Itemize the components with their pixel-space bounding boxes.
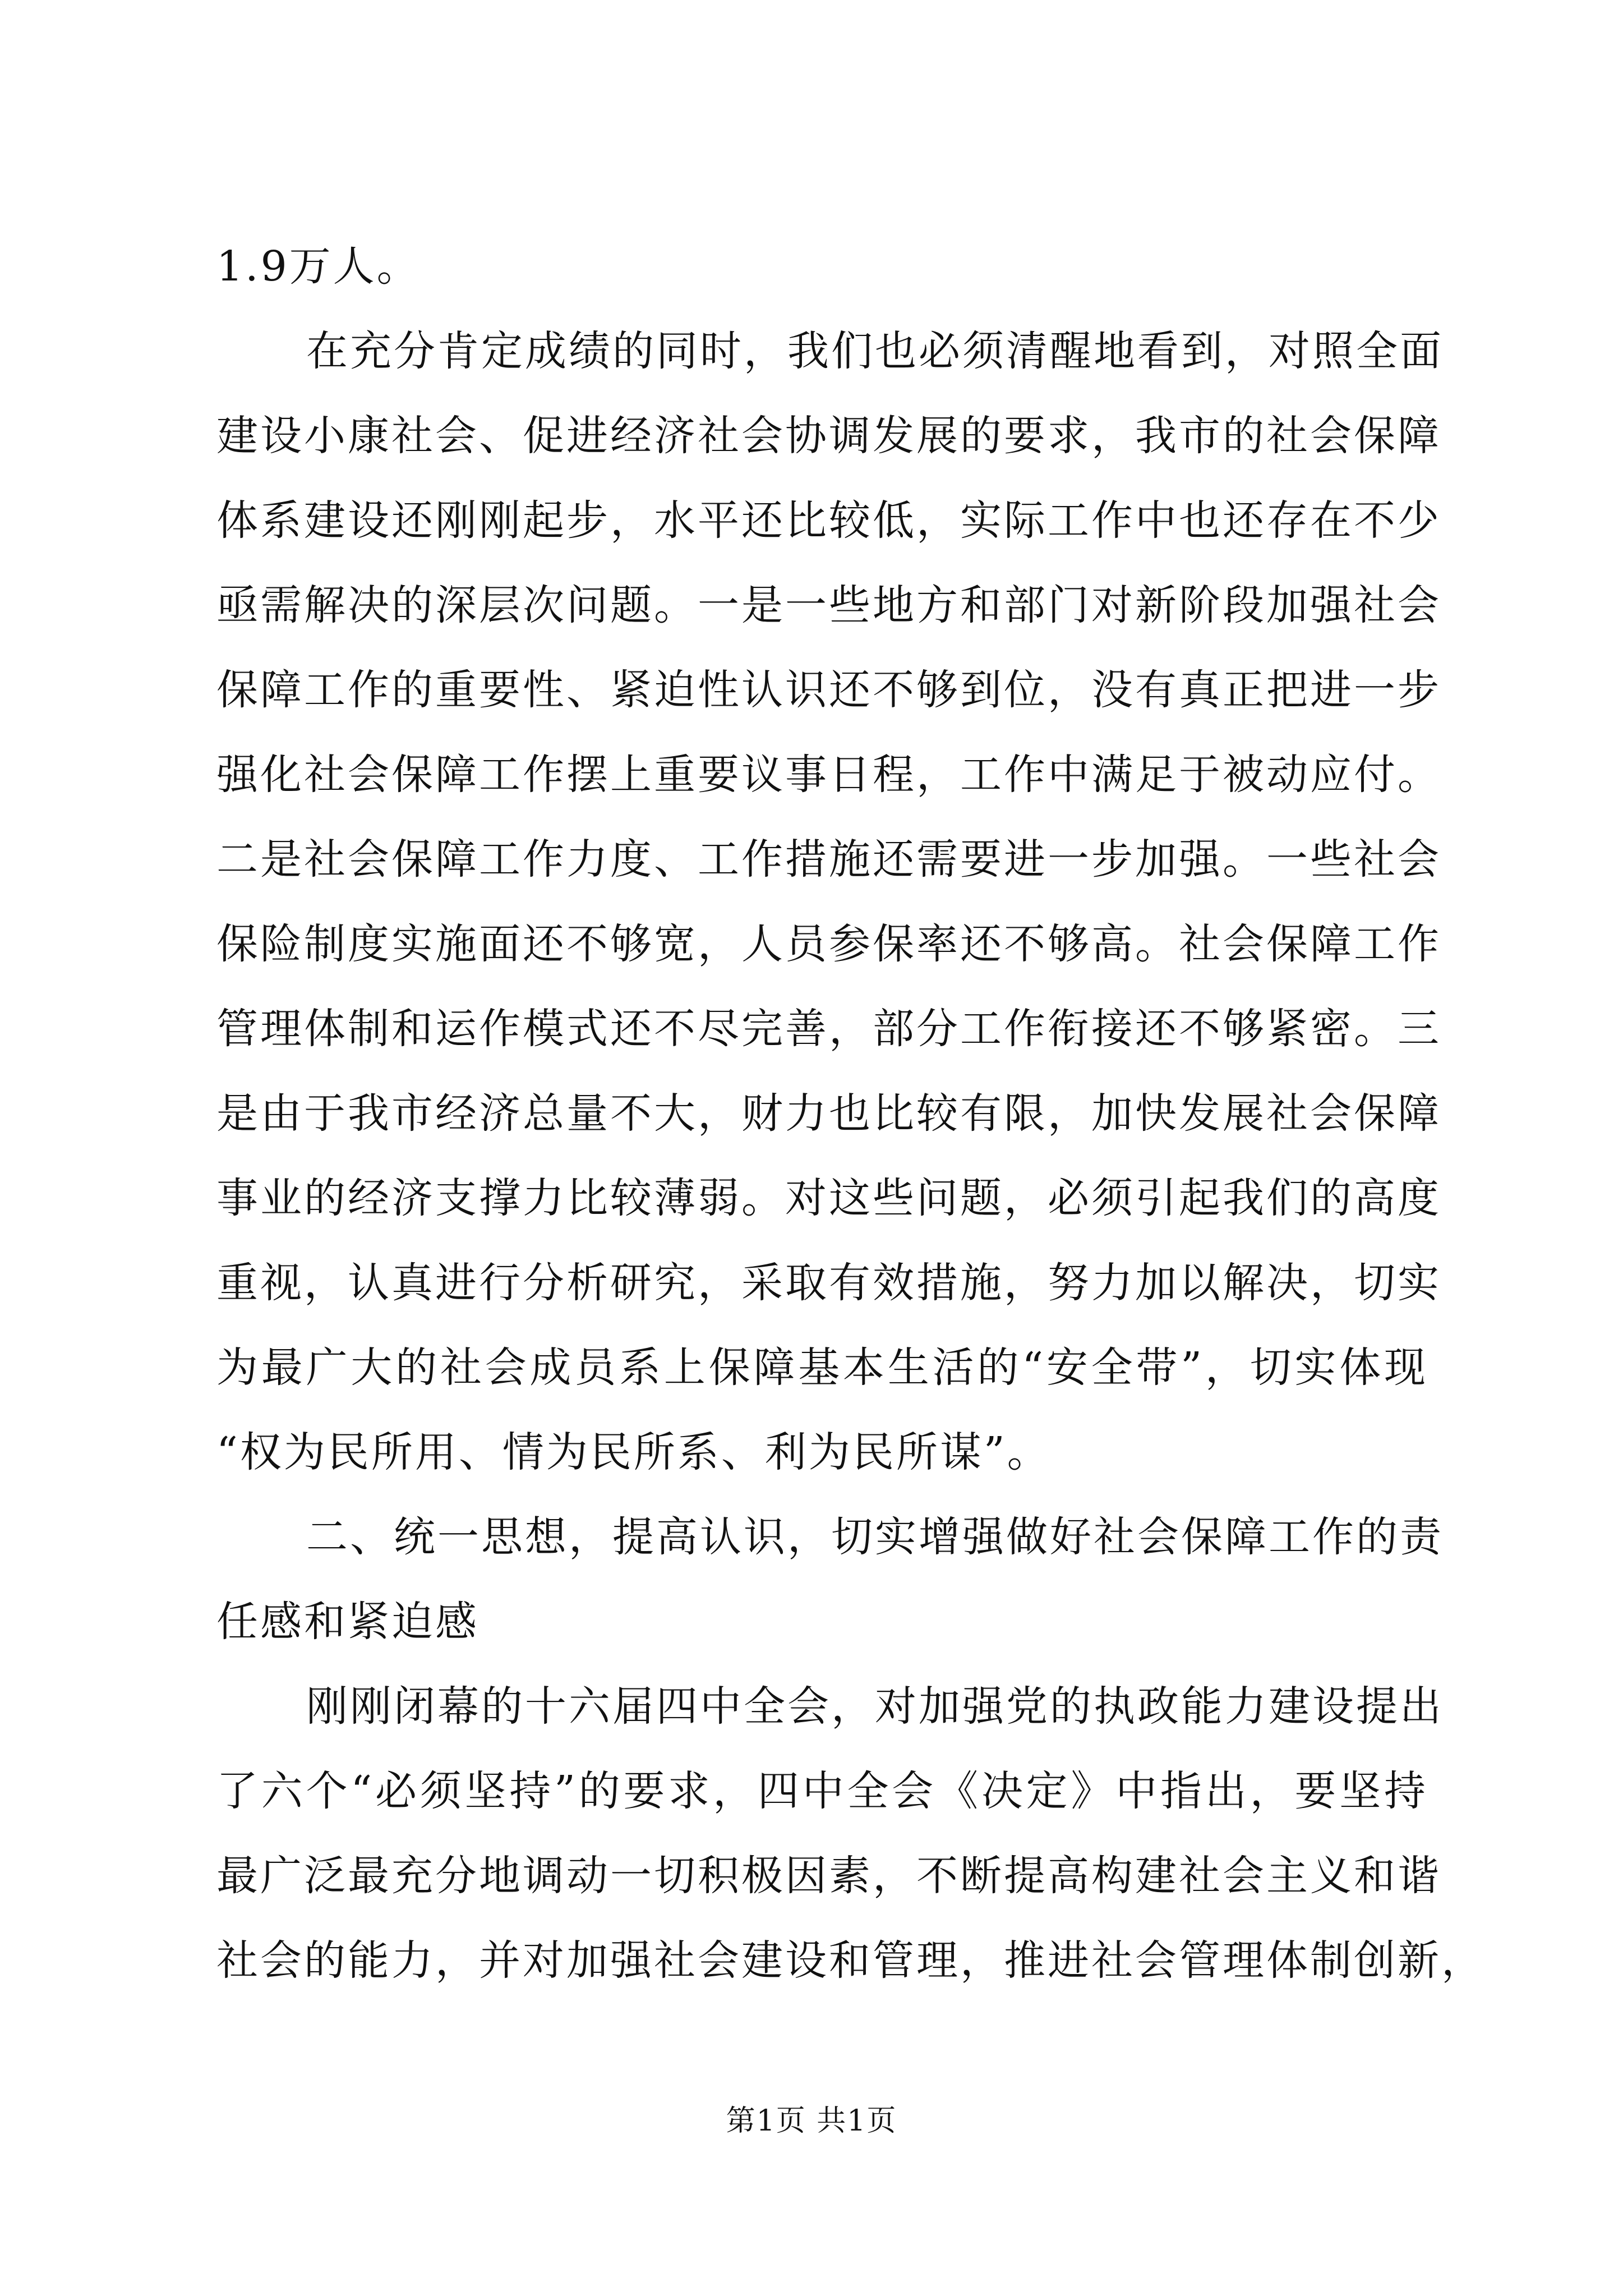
text-line: 在充分肯定成绩的同时，我们也必须清醒地看到，对照全面 <box>306 327 1444 375</box>
text-line: “权为民所用、情为民所系、利为民所谋”。 <box>216 1428 1051 1476</box>
text-line: 二、统一思想，提高认识，切实增强做好社会保障工作的责 <box>306 1513 1444 1561</box>
text-line: 体系建设还刚刚起步，水平还比较低，实际工作中也还存在不少 <box>216 496 1441 545</box>
text-line: 建设小康社会、促进经济社会协调发展的要求，我市的社会保障 <box>216 412 1441 460</box>
page-footer: 第1页 共1页 <box>726 2104 897 2138</box>
text-line: 任感和紧迫感 <box>216 1598 479 1646</box>
text-line: 为最广大的社会成员系上保障基本生活的“安全带”，切实体现 <box>216 1343 1428 1392</box>
text-line: 最广泛最充分地调动一切积极因素，不断提高构建社会主义和谐 <box>216 1852 1441 1900</box>
text-line: 1.9万人。 <box>216 242 421 291</box>
text-line: 亟需解决的深层次问题。一是一些地方和部门对新阶段加强社会 <box>216 581 1441 629</box>
text-line: 强化社会保障工作摆上重要议事日程，工作中满足于被动应付。 <box>216 751 1441 799</box>
text-line: 刚刚闭幕的十六届四中全会，对加强党的执政能力建设提出 <box>306 1682 1444 1731</box>
text-line: 是由于我市经济总量不大，财力也比较有限，加快发展社会保障 <box>216 1089 1441 1138</box>
text-line: 了六个“必须坚持”的要求，四中全会《决定》中指出，要坚持 <box>216 1767 1428 1815</box>
text-line: 保险制度实施面还不够宽，人员参保率还不够高。社会保障工作 <box>216 920 1441 968</box>
text-line: 保障工作的重要性、紧迫性认识还不够到位，没有真正把进一步 <box>216 666 1441 714</box>
text-line: 重视，认真进行分析研究，采取有效措施，努力加以解决，切实 <box>216 1259 1441 1307</box>
text-line: 二是社会保障工作力度、工作措施还需要进一步加强。一些社会 <box>216 835 1441 884</box>
text-line: 社会的能力，并对加强社会建设和管理，推进社会管理体制创新， <box>216 1936 1485 1985</box>
body-text <box>216 224 1485 2003</box>
text-line: 事业的经济支撑力比较薄弱。对这些问题，必须引起我们的高度 <box>216 1174 1441 1222</box>
text-line: 管理体制和运作模式还不尽完善，部分工作衔接还不够紧密。三 <box>216 1005 1441 1053</box>
